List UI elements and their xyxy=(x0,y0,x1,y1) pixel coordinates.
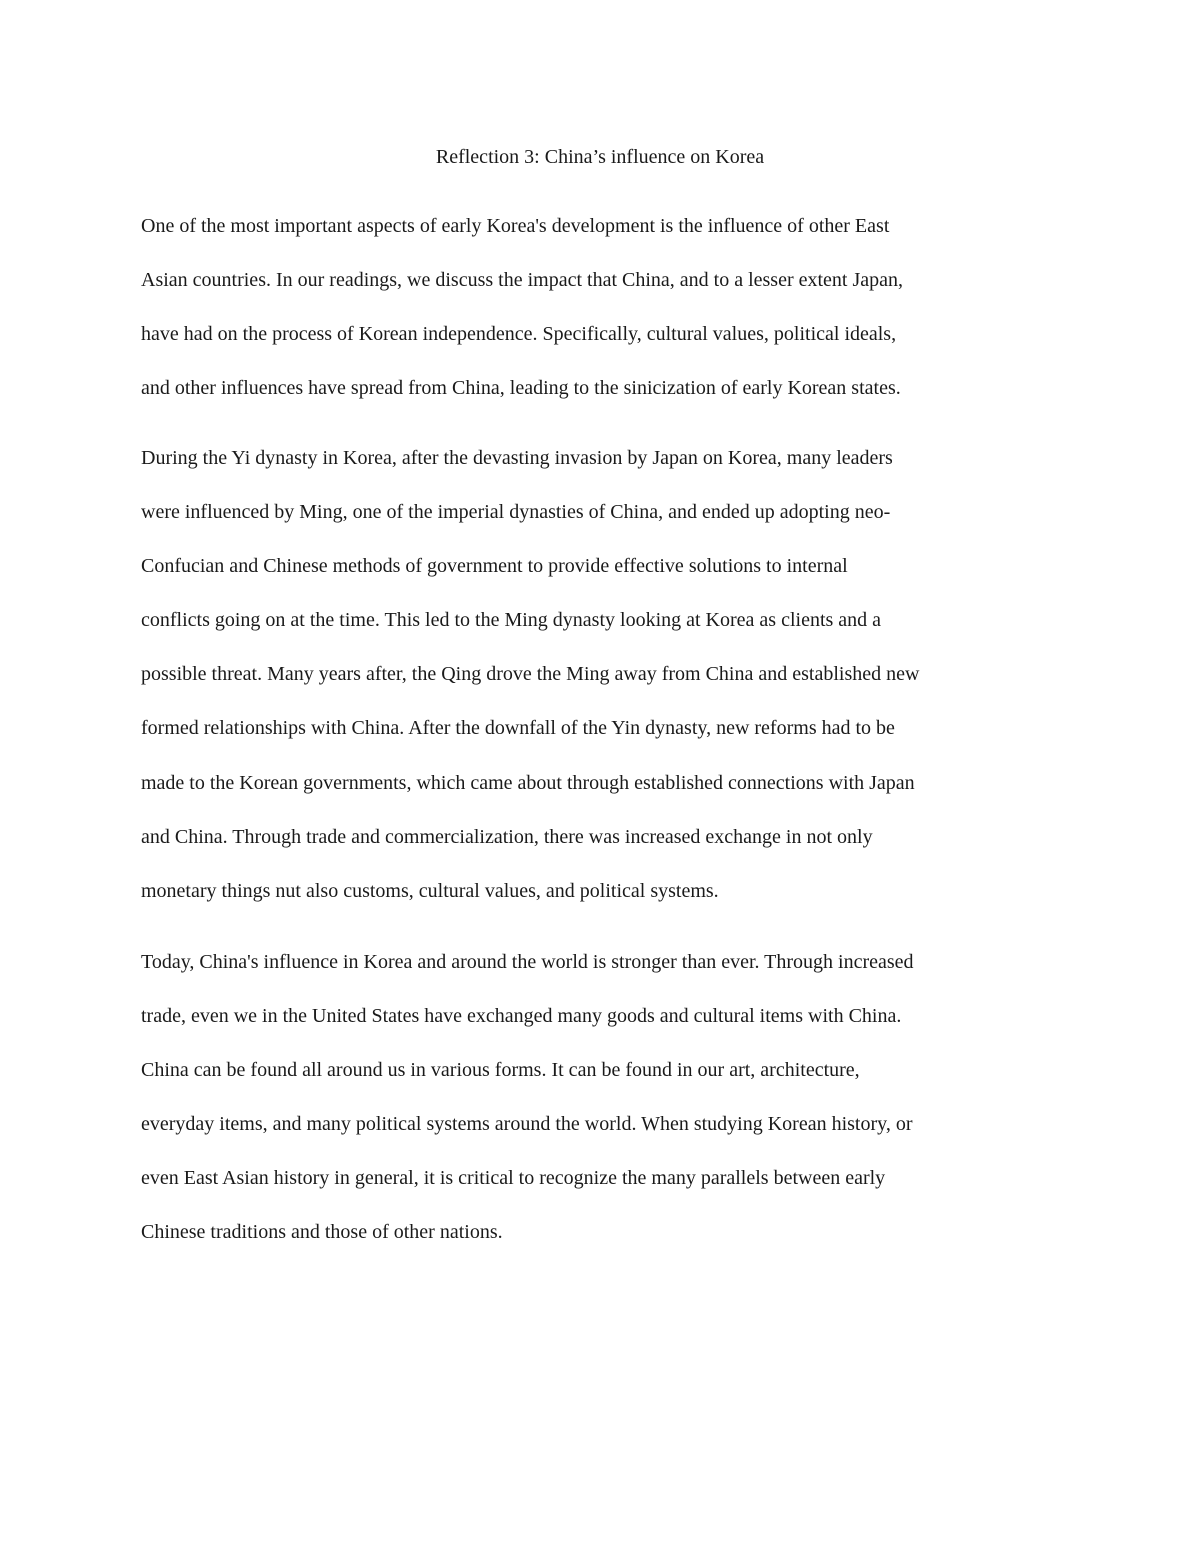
text-line: China can be found all around us in various forms. It can be found in our art, architecture, xyxy=(141,1059,860,1082)
document-title: Reflection 3: China’s influence on Korea xyxy=(435,146,765,168)
text-line: and other influences have spread from China, leading to the sinicization of early Korean states. xyxy=(141,377,901,400)
text-line: have had on the process of Korean independence. Specifically, cultural values, political ideals, xyxy=(141,323,897,346)
text-line: formed relationships with China. After the downfall of the Yin dynasty, new reforms had to be xyxy=(141,717,895,740)
text-line: even East Asian history in general, it is critical to recognize the many parallels between early xyxy=(141,1167,886,1190)
paragraph-3 xyxy=(141,948,914,1273)
text-line: possible threat. Many years after, the Qing drove the Ming away from China and established new xyxy=(141,663,920,686)
text-line: everyday items, and many political systems around the world. When studying Korean history, or xyxy=(141,1113,913,1136)
text-line: During the Yi dynasty in Korea, after the devasting invasion by Japan on Korea, many leaders xyxy=(141,447,893,469)
text-line: One of the most important aspects of early Korea's development is the influence of other East xyxy=(141,215,890,237)
text-line: Today, China's influence in Korea and around the world is stronger than ever. Through increased xyxy=(141,951,914,973)
text-line: made to the Korean governments, which came about through established connections with Japan xyxy=(141,771,915,794)
paragraph-1 xyxy=(141,212,903,428)
paragraph-2 xyxy=(141,444,919,931)
text-line: were influenced by Ming, one of the imperial dynasties of China, and ended up adopting neo- xyxy=(141,501,891,524)
text-line: trade, even we in the United States have exchanged many goods and cultural items with China. xyxy=(141,1005,902,1028)
text-line: and China. Through trade and commercialization, there was increased exchange in not only xyxy=(141,825,873,848)
text-line: monetary things nut also customs, cultural values, and political systems. xyxy=(141,879,719,902)
text-line: Confucian and Chinese methods of government to provide effective solutions to internal xyxy=(141,555,848,578)
text-line: Chinese traditions and those of other nations. xyxy=(141,1221,503,1244)
text-line: conflicts going on at the time. This led to the Ming dynasty looking at Korea as clients and a xyxy=(141,609,882,632)
text-line: Asian countries. In our readings, we discuss the impact that China, and to a lesser extent Japan, xyxy=(141,269,904,292)
